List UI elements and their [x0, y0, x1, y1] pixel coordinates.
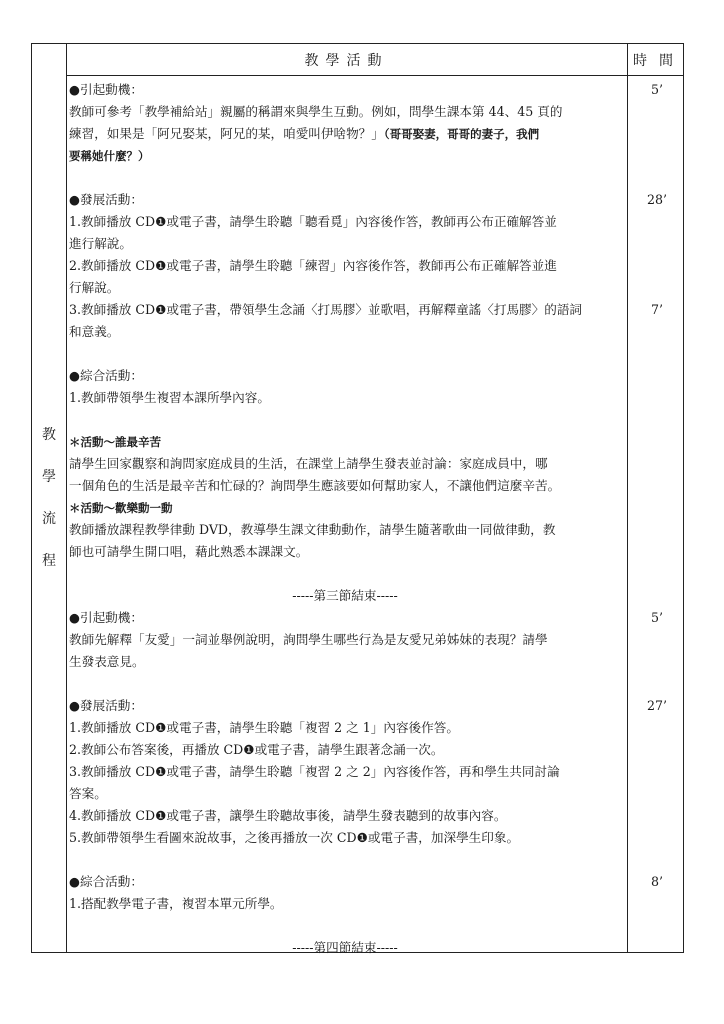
- column-divider-right: [627, 44, 628, 952]
- content-line: 教師可參考「教學補給站」親屬的稱謂來與學生互動。例如，問學生課本第 44、45 頁的: [69, 104, 563, 119]
- section-heading: ●發展活動：: [69, 698, 143, 713]
- content-line: 行解說。: [69, 280, 120, 295]
- content-line: 3.教師播放 CD❶或電子書，請學生聆聽「複習 2 之 2」內容後作答，再和學生共同討論: [69, 764, 560, 779]
- side-label-char-3: 流: [42, 511, 56, 527]
- section-heading: ●綜合活動：: [69, 874, 143, 889]
- content-line: 教師先解釋「友愛」一詞並舉例說明，詢問學生哪些行為是友愛兄弟姊妹的表現？請學: [69, 632, 548, 647]
- section-heading: ●綜合活動：: [69, 368, 143, 383]
- content-note: 要稱她什麼？）: [69, 149, 150, 163]
- content-line: 3.教師播放 CD❶或電子書，帶領學生念誦〈打馬膠〉並歌唱，再解釋童謠〈打馬膠〉的語詞: [69, 302, 583, 317]
- time-value: 5’: [650, 610, 664, 625]
- content-line: 1.搭配教學電子書，複習本單元所學。: [69, 896, 283, 911]
- content-text: 練習，如果是「阿兄娶某，阿兄的某，咱愛叫伊啥物？」: [69, 126, 384, 141]
- content-line: 1.教師帶領學生複習本課所學內容。: [69, 390, 270, 405]
- content-line: 答案。: [69, 786, 107, 801]
- activity-content: [69, 79, 621, 959]
- section-heading: ●引起動機：: [69, 610, 143, 625]
- content-line: 教師播放課程教學律動 DVD，教導學生課文律動動作，請學生隨著歌曲一同做律動，教: [69, 522, 556, 537]
- content-line: 請學生回家觀察和詢問家庭成員的生活，在課堂上請學生發表並討論：家庭成員中，哪: [69, 456, 548, 471]
- activity-column-header: 教學活動: [304, 53, 389, 69]
- column-divider-left: [66, 44, 67, 952]
- content-line: 進行解說。: [69, 236, 132, 251]
- side-label-char-4: 程: [42, 553, 56, 569]
- header-divider: [66, 75, 683, 76]
- content-line: 2.教師公布答案後，再播放 CD❶或電子書，請學生跟著念誦一次。: [69, 742, 444, 757]
- content-line: 生發表意見。: [69, 654, 145, 669]
- activity-title: ＊活動～歡樂動一動: [69, 501, 173, 515]
- section-heading: ●引起動機：: [69, 82, 143, 97]
- section-end-marker: -----第四節結束-----: [292, 940, 398, 955]
- side-label-char-1: 教: [42, 427, 56, 443]
- content-line: 2.教師播放 CD❶或電子書，請學生聆聽「練習」內容後作答，教師再公布正確解答並進: [69, 258, 557, 273]
- activity-title: ＊活動～誰最辛苦: [69, 435, 161, 449]
- time-value: 27’: [646, 698, 668, 713]
- content-line: 師也可請學生開口唱，藉此熟悉本課課文。: [69, 544, 309, 559]
- time-value: 7’: [650, 302, 664, 317]
- content-line: 和意義。: [69, 324, 120, 339]
- section-end-marker: -----第三節結束-----: [292, 588, 398, 603]
- time-value: 5’: [650, 82, 664, 97]
- lesson-plan-table: [31, 43, 684, 953]
- section-heading: ●發展活動：: [69, 192, 143, 207]
- content-line: 4.教師播放 CD❶或電子書，讓學生聆聽故事後，請學生發表聽到的故事內容。: [69, 808, 507, 823]
- time-value: 8’: [650, 874, 664, 889]
- side-label-char-2: 學: [42, 469, 56, 485]
- content-line: 5.教師帶領學生看圖來說故事，之後再播放一次 CD❶或電子書，加深學生印象。: [69, 830, 520, 845]
- content-note: （哥哥娶妻，哥哥的妻子，我們: [383, 127, 540, 141]
- time-column-header: 時間: [633, 53, 685, 69]
- content-line: 1.教師播放 CD❶或電子書，請學生聆聽「複習 2 之 1」內容後作答。: [69, 720, 459, 735]
- content-line: [69, 123, 621, 145]
- time-value: 28’: [646, 192, 668, 207]
- content-line: 一個角色的生活是最辛苦和忙碌的？詢問學生應該要如何幫助家人，不讓他們這麼辛苦。: [69, 478, 561, 493]
- content-line: 1.教師播放 CD❶或電子書，請學生聆聽「聽看覓」內容後作答，教師再公布正確解答並: [69, 214, 557, 229]
